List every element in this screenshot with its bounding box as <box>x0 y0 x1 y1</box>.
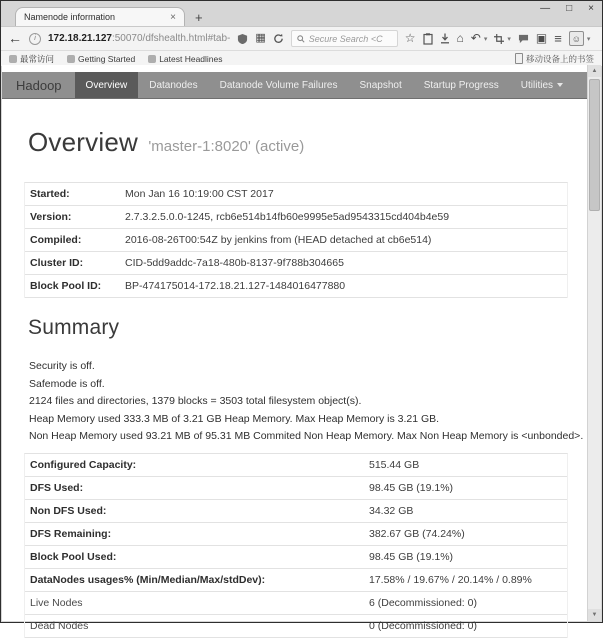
row-label[interactable]: Live Nodes <box>30 596 83 609</box>
nav-item-snapshot[interactable]: Snapshot <box>359 79 402 91</box>
window-controls <box>540 3 594 15</box>
row-value: 98.45 GB (19.1%) <box>369 550 454 563</box>
table-row <box>25 275 567 298</box>
row-label: Block Pool Used: <box>30 550 117 563</box>
page-content <box>2 127 588 638</box>
feed-icon <box>148 55 156 63</box>
row-label: DFS Remaining: <box>30 527 112 540</box>
crop-icon[interactable] <box>494 34 504 44</box>
row-value: 98.45 GB (19.1%) <box>369 481 454 494</box>
table-row <box>25 523 567 546</box>
row-label: Started: <box>30 188 70 200</box>
table-row <box>25 500 567 523</box>
mobile-phone-icon <box>515 53 523 64</box>
table-row <box>25 252 567 275</box>
undo-dropdown-icon[interactable]: ▾ <box>483 35 488 43</box>
overview-table <box>24 182 568 298</box>
summary-line: Security is off. <box>29 360 95 372</box>
row-value: 0 (Decommissioned: 0) <box>369 619 477 632</box>
summary-title: Summary <box>28 316 120 339</box>
tab-title: Namenode information <box>24 12 116 22</box>
summary-paragraphs <box>29 358 588 446</box>
table-row <box>25 206 567 229</box>
bookmarks-list <box>9 53 223 65</box>
undo-icon[interactable]: ↶ <box>470 31 481 45</box>
summary-table <box>24 453 568 638</box>
crop-dropdown-icon[interactable]: ▾ <box>507 35 511 43</box>
bookmarks-bar <box>1 51 602 66</box>
row-label[interactable]: Dead Nodes <box>30 619 89 632</box>
browser-toolbar <box>1 26 602 51</box>
row-label: Non DFS Used: <box>30 504 107 517</box>
summary-line: 2124 files and directories, 1379 blocks = 3503 total filesystem object(s). <box>29 395 362 407</box>
row-value: BP-474175014-172.18.21.127-1484016477880 <box>125 280 346 292</box>
bookmark-label: Latest Headlines <box>159 53 223 64</box>
search-placeholder: Secure Search <C <box>308 33 383 44</box>
overview-heading-row <box>28 127 588 158</box>
row-value: 17.58% / 19.67% / 20.14% / 0.89% <box>369 573 532 586</box>
table-row <box>25 183 567 206</box>
url-path: :50070/dfshealth.html#tab- <box>111 33 231 44</box>
row-label: Configured Capacity: <box>30 458 137 471</box>
table-row <box>25 569 567 592</box>
refresh-icon[interactable] <box>273 33 284 44</box>
navbar-brand[interactable]: Hadoop <box>16 77 62 93</box>
scroll-down-icon[interactable]: ▼ <box>588 609 601 621</box>
table-row <box>25 615 567 638</box>
row-label: Cluster ID: <box>30 257 84 269</box>
nav-item-datanode-volume-failures[interactable]: Datanode Volume Failures <box>219 79 338 91</box>
hamburger-menu-icon[interactable]: ≡ <box>554 31 562 46</box>
row-value: CID-5dd9addc-7a18-480b-8137-9f788b304665 <box>125 257 344 269</box>
frame-icon[interactable]: ▣ <box>535 31 548 45</box>
browser-tab[interactable] <box>15 7 185 26</box>
page-title: Overview <box>28 127 138 157</box>
home-icon[interactable]: ⌂ <box>456 31 464 45</box>
profile-dropdown-icon[interactable]: ▾ <box>586 35 591 43</box>
page-top-margin <box>2 65 588 72</box>
table-row <box>25 454 567 477</box>
bookmark-item-0[interactable] <box>9 53 54 65</box>
row-label: Version: <box>30 211 72 223</box>
window-titlebar <box>1 1 602 26</box>
summary-line: Safemode is off. <box>29 377 105 390</box>
bookmark-label: 最常访问 <box>20 53 55 64</box>
row-label: Block Pool ID: <box>30 280 102 292</box>
row-value: Mon Jan 16 10:19:00 CST 2017 <box>125 188 274 200</box>
nav-item-utilities[interactable]: Utilities <box>510 72 574 98</box>
hadoop-navbar <box>2 72 588 99</box>
url-host: 172.18.21.127 <box>48 33 112 44</box>
shield-icon[interactable] <box>237 33 248 45</box>
minimize-button[interactable]: — <box>540 3 551 14</box>
row-value: 34.32 GB <box>369 504 414 517</box>
bookmark-mobile[interactable] <box>515 53 594 65</box>
row-value: 2.7.3.2.5.0.0-1245, rcb6e514b14fb60e9995e5ad9543315cd404b4e59 <box>125 211 450 223</box>
url-bar[interactable] <box>48 33 230 44</box>
row-value: 515.44 GB <box>369 458 420 471</box>
bookmark-item-getting-started[interactable] <box>67 54 135 64</box>
row-value: 6 (Decommissioned: 0) <box>369 596 477 609</box>
scroll-up-icon[interactable]: ▲ <box>588 65 601 77</box>
page-subtitle: 'master-1:8020' (active) <box>148 138 305 155</box>
table-row <box>25 546 567 569</box>
folder-icon <box>9 55 17 63</box>
grid-icon[interactable]: ▦ <box>255 32 266 44</box>
caret-down-icon <box>557 83 563 87</box>
speech-bubble-icon[interactable] <box>518 34 529 44</box>
row-value: 382.67 GB (74.24%) <box>369 527 465 540</box>
nav-item-overview[interactable]: Overview <box>75 72 139 98</box>
page-info-icon[interactable]: i <box>29 33 41 45</box>
close-button[interactable]: × <box>588 3 594 14</box>
new-tab-button[interactable]: + <box>195 10 203 25</box>
summary-line: Heap Memory used 333.3 MB of 3.21 GB Heap Memory. Max Heap Memory is 3.21 GB. <box>29 412 440 425</box>
search-box[interactable] <box>291 30 398 47</box>
globe-icon <box>67 55 75 63</box>
summary-line: Non Heap Memory used 93.21 MB of 95.31 MB Commited Non Heap Memory. Max Non Heap Memory is <unbonded>. <box>29 430 584 442</box>
search-icon <box>297 35 305 43</box>
scrollbar-thumb[interactable] <box>589 79 600 211</box>
bookmark-label: Getting Started <box>78 53 136 64</box>
maximize-button[interactable]: □ <box>566 3 573 14</box>
table-row <box>25 592 567 615</box>
row-label: DFS Used: <box>30 481 84 494</box>
back-icon[interactable]: ← <box>8 30 22 46</box>
tab-close-icon[interactable]: × <box>170 11 176 23</box>
navbar-items <box>75 72 574 98</box>
row-value: 2016-08-26T00:54Z by jenkins from (HEAD detached at cb6e514) <box>125 234 432 246</box>
row-label: Compiled: <box>30 234 82 246</box>
nav-item-datanodes[interactable]: Datanodes <box>149 79 198 91</box>
bookmark-star-icon[interactable]: ☆ <box>404 31 416 45</box>
profile-icon[interactable]: ☺ <box>569 31 584 46</box>
page-viewport <box>2 65 588 632</box>
nav-item-startup-progress[interactable]: Startup Progress <box>423 79 499 91</box>
table-row <box>25 229 567 252</box>
row-label: DataNodes usages% (Min/Median/Max/stdDev): <box>30 573 266 586</box>
scrollbar[interactable] <box>587 65 601 621</box>
table-row <box>25 477 567 500</box>
clipboard-icon[interactable] <box>423 33 433 45</box>
bookmark-item-latest-headlines[interactable] <box>148 54 222 64</box>
bookmark-mobile-label: 移动设备上的书签 <box>525 53 594 64</box>
download-icon[interactable] <box>440 33 450 44</box>
